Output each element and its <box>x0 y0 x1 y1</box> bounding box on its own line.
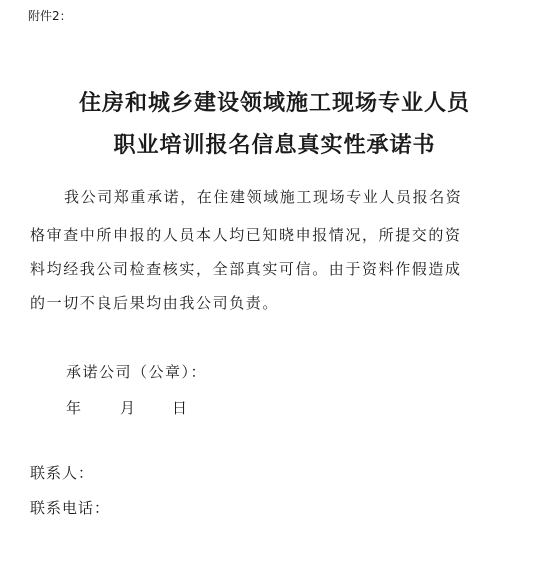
body-paragraph-line-2: 格审查中所申报的人员本人均已知晓申报情况，所提交的资 <box>30 226 462 244</box>
document-title-line-2: 职业培训报名信息真实性承诺书 <box>113 133 436 158</box>
date-year-label: 年 <box>66 399 82 417</box>
body-paragraph-line-3: 料均经我公司检查核实，全部真实可信。由于资料作假造成 <box>30 260 462 278</box>
body-paragraph-line-4: 的一切不良后果均由我公司负责。 <box>30 294 280 312</box>
date-day-label: 日 <box>172 399 188 417</box>
date-month-label: 月 <box>120 399 136 417</box>
contact-person-label: 联系人： <box>30 464 95 482</box>
body-paragraph-line-1: 我公司郑重承诺，在住建领域施工现场专业人员报名资 <box>64 188 463 206</box>
contact-phone-label: 联系电话： <box>30 499 111 517</box>
document-title-line-1: 住房和城乡建设领域施工现场专业人员 <box>78 91 470 116</box>
company-seal-label: 承诺公司（公章）： <box>66 363 208 381</box>
attachment-label: 附件2： <box>28 9 72 23</box>
